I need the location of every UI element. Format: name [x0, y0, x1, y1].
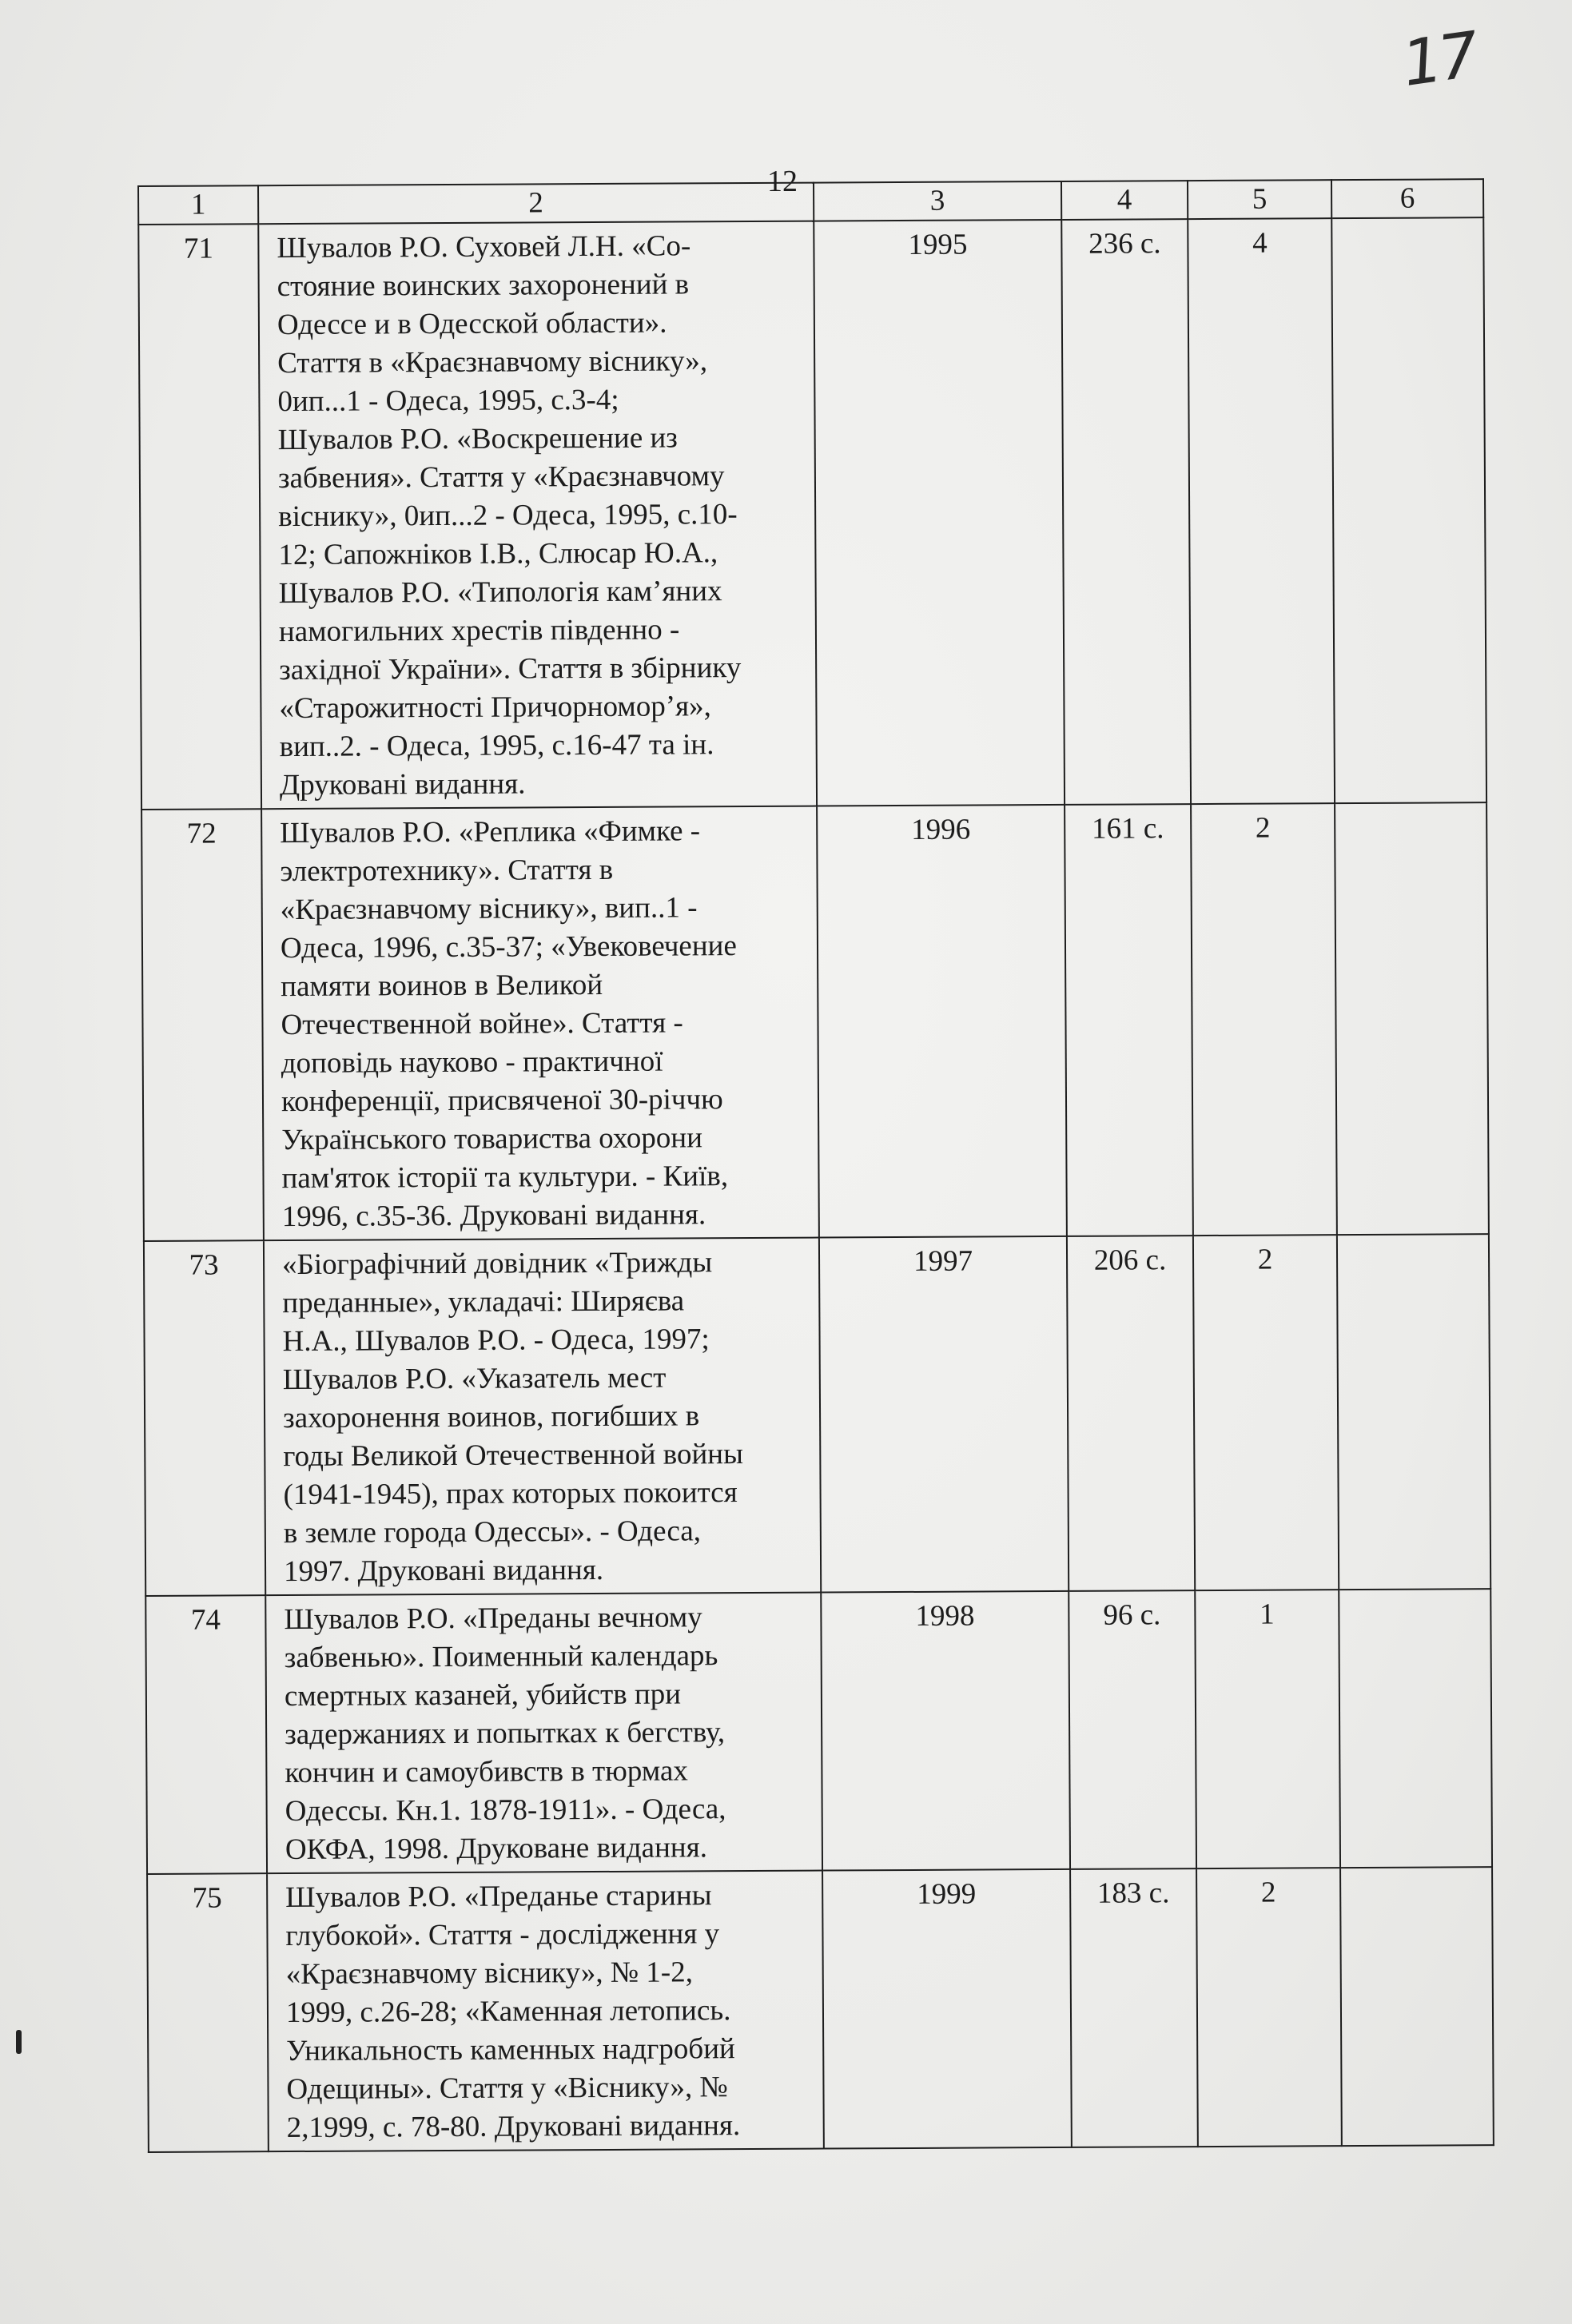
description-line: «Краєзнавчому віснику», № 1-2, — [285, 1956, 694, 1992]
description-line: Одещины». Стаття у «Віснику», № — [286, 2071, 728, 2107]
publication-volume: 183 с. — [1070, 1868, 1198, 2147]
publication-count: 2 — [1191, 803, 1337, 1236]
description-line: памяти воинов в Великой — [281, 968, 603, 1004]
description-line: забвения». Стаття у «Краєзнавчому — [277, 460, 725, 495]
publication-year: 1997 — [819, 1236, 1069, 1593]
description-line: ОКФА, 1998. Друковане видання. — [285, 1831, 708, 1867]
description-line: Друковані видання. — [279, 767, 526, 802]
publication-description — [267, 1871, 824, 2152]
description-line: Уникальность каменных надгробий — [286, 2032, 735, 2068]
publication-volume: 236 с. — [1061, 219, 1191, 805]
publication-volume: 96 с. — [1069, 1590, 1196, 1869]
row-number: 71 — [138, 224, 261, 810]
description-line: Шувалов Р.О. «Типологія кам’яних — [278, 575, 722, 611]
description-line: 0ип...1 - Одеса, 1995, с.3-4; — [277, 383, 619, 419]
description-line: намогильних хрестів південно - — [278, 613, 680, 649]
description-line: Шувалов Р.О. «Реплика «Фимке - — [280, 814, 701, 850]
description-line: вип..2. - Одеса, 1995, с.16-47 та ін. — [279, 728, 714, 764]
page-number: 12 — [767, 165, 798, 198]
column-header-4: 4 — [1061, 181, 1188, 220]
publication-description — [261, 806, 819, 1241]
description-line: Шувалов Р.О. «Преданье старины — [285, 1879, 712, 1915]
description-line: Одессе и в Одесской области». — [277, 306, 667, 342]
publication-count: 2 — [1193, 1235, 1339, 1590]
description-line: (1941-1945), прах которых покоится — [283, 1476, 738, 1512]
description-line: віснику», 0ип...2 - Одеса, 1995, с.10- — [278, 498, 738, 534]
description-line: західної України». Стаття в збірнику — [279, 651, 742, 687]
table-body — [138, 217, 1494, 2152]
publication-volume: 206 с. — [1067, 1236, 1195, 1591]
description-line: кончин и самоубивств в тюрмах — [285, 1754, 688, 1790]
publication-description — [265, 1593, 822, 1874]
description-line: Шувалов Р.О. «Указатель мест — [282, 1361, 667, 1397]
publication-description — [258, 221, 817, 810]
publication-count: 1 — [1195, 1590, 1340, 1868]
handwritten-sheet-number: 17 — [1398, 19, 1481, 101]
description-line: в земле города Одессы». - Одеса, — [283, 1514, 702, 1550]
description-line: Н.А., Шувалов Р.О. - Одеса, 1997; — [282, 1323, 710, 1359]
description-line: 12; Сапожніков І.В., Слюсар Ю.А., — [278, 536, 718, 572]
description-line: конференції, присвяченої 30-річчю — [281, 1083, 723, 1119]
publication-note — [1337, 1234, 1490, 1590]
description-line: 1999, с.26-28; «Каменная летопись. — [285, 1994, 731, 2030]
column-header-1: 1 — [138, 185, 258, 225]
publication-note — [1335, 802, 1489, 1235]
description-line: Отечественной войне». Стаття - — [281, 1006, 683, 1042]
description-line: преданные», укладачі: Ширяєва — [282, 1284, 685, 1320]
publication-volume: 161 с. — [1065, 804, 1193, 1236]
description-line: Шувалов Р.О. Суховей Л.Н. «Со- — [277, 229, 691, 265]
publication-year: 1996 — [817, 805, 1067, 1238]
row-number: 73 — [144, 1240, 265, 1596]
description-line: 2,1999, с. 78-80. Друковані видання. — [286, 2109, 741, 2145]
description-line: Стаття в «Краєзнавчому віснику», — [277, 344, 708, 380]
description-line: «Старожитності Причорномор’я», — [279, 690, 711, 726]
publications-table — [137, 178, 1494, 2153]
description-line: пам'яток історії та культури. - Київ, — [281, 1160, 729, 1196]
description-line: забвенью». Поименный календарь — [284, 1639, 718, 1675]
row-number: 75 — [147, 1873, 269, 2152]
description-line: стояние воинских захоронений в — [277, 268, 690, 304]
description-line: 1996, с.35-36. Друковані видання. — [281, 1198, 706, 1234]
table-row — [144, 1234, 1490, 1596]
description-line: глубокой». Стаття - дослідження у — [285, 1917, 720, 1953]
description-line: «Краєзнавчому віснику», вип..1 - — [280, 891, 698, 927]
publication-year: 1999 — [822, 1869, 1072, 2149]
description-line: смертных казаней, убийств при — [284, 1677, 682, 1713]
column-header-3: 3 — [814, 181, 1061, 221]
table-row — [145, 1589, 1492, 1874]
column-header-6: 6 — [1331, 179, 1483, 218]
table-row — [141, 802, 1489, 1241]
description-line: электротехнику». Стаття в — [280, 853, 614, 889]
description-line: задержаниях и попытках к бегству, — [285, 1716, 726, 1752]
table-row — [138, 217, 1486, 810]
column-header-5: 5 — [1188, 180, 1331, 219]
description-line: захоронення воинов, погибших в — [282, 1399, 700, 1435]
row-number: 74 — [145, 1595, 267, 1874]
row-number: 72 — [141, 809, 264, 1241]
description-line: Шувалов Р.О. «Воскрешение из — [277, 421, 678, 457]
publication-note — [1331, 217, 1486, 803]
description-line: Шувалов Р.О. «Преданы вечному — [284, 1601, 702, 1637]
header-row — [138, 179, 1483, 225]
paper-edge-mark — [16, 2030, 22, 2054]
publication-count: 2 — [1196, 1868, 1342, 2147]
description-line: годы Великой Отечественной войны — [283, 1438, 744, 1474]
publication-year: 1995 — [814, 220, 1065, 806]
description-line: Одеса, 1996, с.35-37; «Увековечение — [280, 929, 737, 965]
publication-note — [1340, 1867, 1494, 2146]
column-header-2: 2 — [258, 183, 814, 225]
description-line: Українського товариства охорони — [281, 1121, 703, 1157]
description-line: «Біографічний довідник «Трижды — [281, 1246, 713, 1282]
description-line: доповідь науково - практичної — [281, 1045, 663, 1080]
publication-description — [264, 1238, 821, 1596]
description-line: Одессы. Кн.1. 1878-1911». - Одеса, — [285, 1793, 726, 1829]
publication-note — [1339, 1589, 1492, 1868]
publication-year: 1998 — [821, 1591, 1070, 1871]
table-row — [147, 1867, 1494, 2152]
publication-count: 4 — [1188, 218, 1335, 804]
description-line: 1997. Друковані видання. — [283, 1553, 604, 1589]
